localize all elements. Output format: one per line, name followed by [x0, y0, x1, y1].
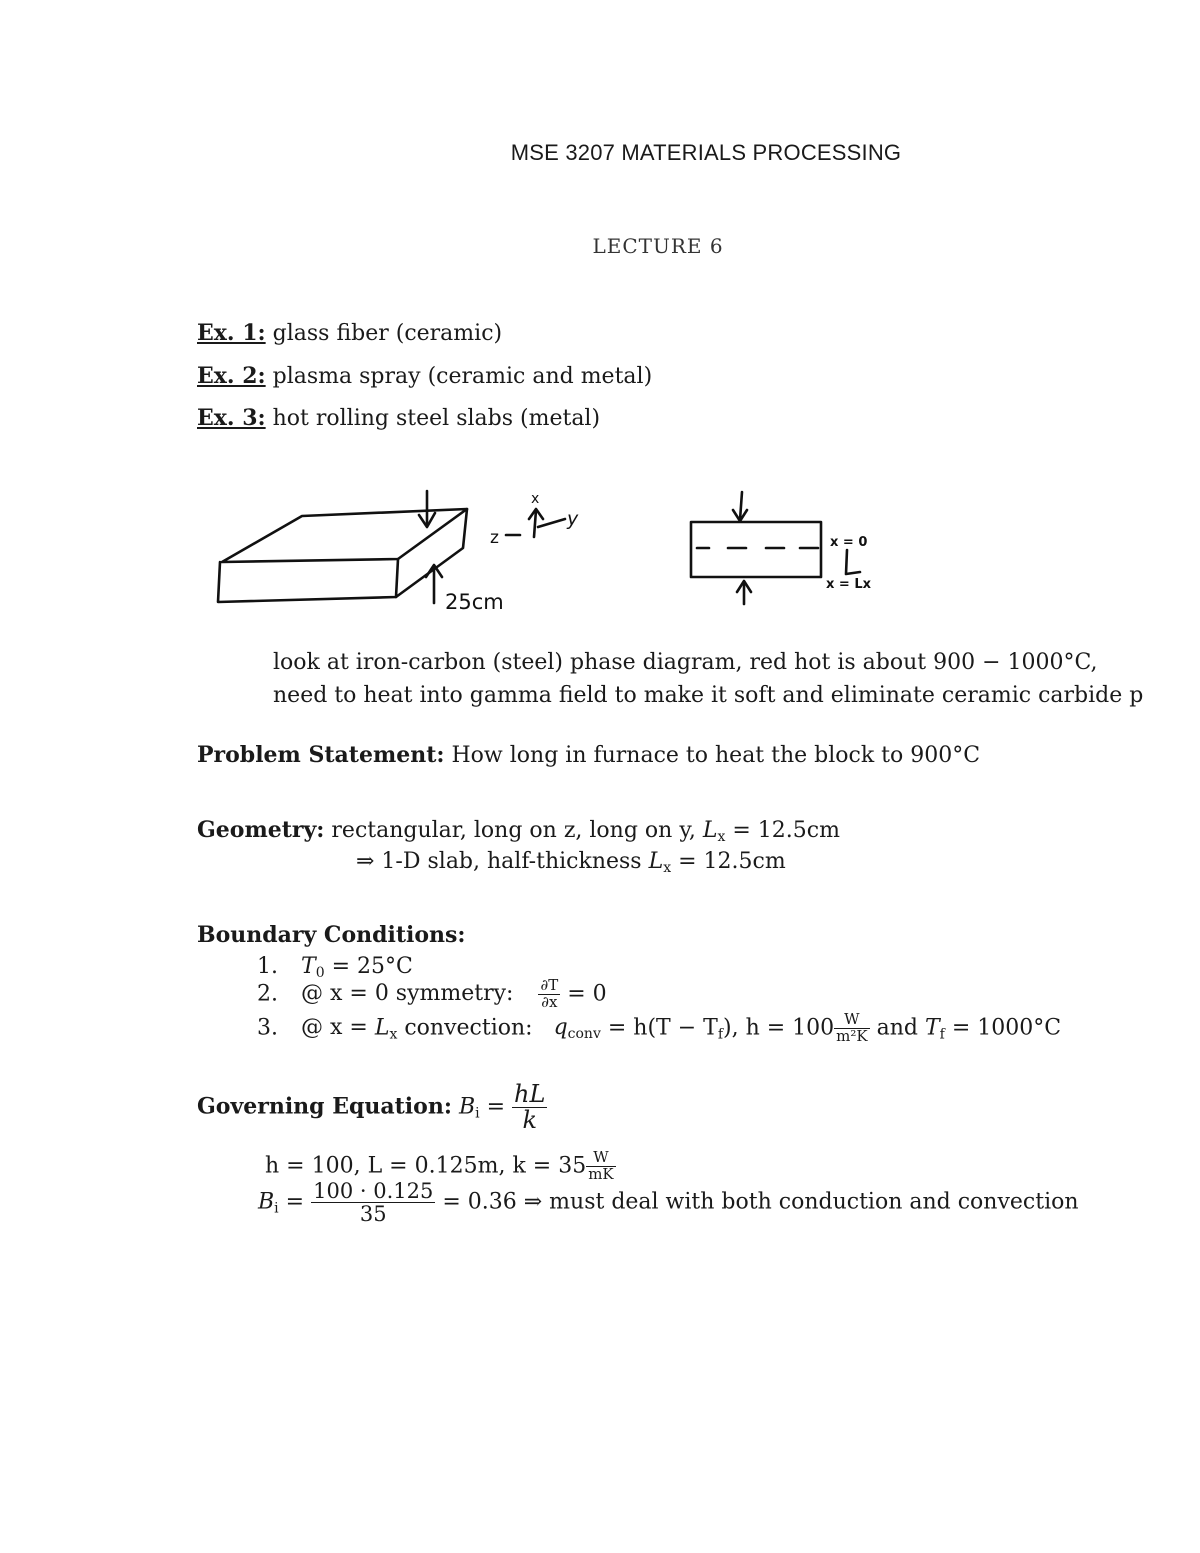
geometry-value: = 12.5cm — [732, 818, 840, 843]
section-top-arrow — [740, 492, 742, 520]
Tf-symbol: T — [924, 1015, 940, 1041]
fraction-numerator: hL — [514, 1080, 546, 1108]
h-unit-fraction — [834, 1012, 869, 1045]
geometry-L-2: L — [648, 849, 664, 874]
example-text: plasma spray (ceramic and metal) — [272, 364, 653, 389]
geometry-L-sub: x — [717, 829, 726, 845]
geometry-text: rectangular, long on z, long on y, — [331, 818, 696, 843]
problem-statement — [197, 742, 980, 768]
item-number: 1. — [257, 954, 278, 979]
axis-x-arrow — [534, 510, 536, 537]
lecture-number: LECTURE 6 — [592, 234, 724, 258]
boundary-item-2 — [257, 978, 607, 1011]
example-2 — [197, 363, 652, 389]
fraction-numerator: ∂T — [540, 976, 559, 994]
note-line-1: look at iron-carbon (steel) phase diagram, red hot is about 900 − 1000°C, — [273, 650, 1098, 675]
problem-text: How long in furnace to heat the block to 900°C — [451, 743, 981, 768]
governing-params — [265, 1150, 616, 1183]
biot-result: = 0.36 ⇒ must deal with both conduction and convection — [442, 1189, 1079, 1215]
geometry-line-1 — [197, 817, 840, 845]
axis-x-label: x — [531, 491, 540, 507]
axis-z-label: z — [490, 528, 499, 548]
unit-denominator: m²K — [836, 1026, 868, 1045]
param-L: L = 0.125m, — [367, 1153, 506, 1179]
Bi-sub: i — [475, 1105, 480, 1122]
geometry-L: L — [702, 818, 718, 843]
fraction-denominator: k — [522, 1106, 537, 1135]
k-unit-fraction — [586, 1150, 615, 1183]
example-label: Ex. 2: — [197, 363, 266, 389]
convection-equation-2: ), h = 100 — [723, 1015, 835, 1041]
geometry-text-2: ⇒ 1-D slab, half-thickness — [356, 849, 642, 874]
geometry-line-2 — [356, 849, 786, 876]
param-h: h = 100, — [265, 1153, 361, 1179]
section-top-label: x = 0 — [830, 535, 868, 550]
Tf-sub-1: f — [717, 1026, 723, 1043]
example-label: Ex. 1: — [197, 320, 266, 346]
section-bottom-label: x = Lx — [826, 577, 871, 592]
example-text: glass fiber (ceramic) — [272, 321, 503, 346]
unit-numerator: W — [834, 1012, 869, 1029]
slab-cross-section-sketch — [680, 488, 920, 618]
boundary-label: Boundary Conditions: — [197, 922, 466, 948]
Tf-sub-2: f — [939, 1026, 945, 1043]
dTdx-fraction — [538, 978, 560, 1011]
boundary-item-3 — [257, 1012, 1061, 1045]
Bi-symbol: B — [458, 1094, 476, 1120]
Bi-sub: i — [274, 1200, 279, 1217]
param-k: k = 35 — [512, 1153, 587, 1179]
course-title: MSE 3207 MATERIALS PROCESSING — [510, 140, 902, 165]
governing-label: Governing Equation: — [197, 1093, 452, 1120]
Tf-value: = 1000°C — [951, 1015, 1062, 1041]
problem-label: Problem Statement: — [197, 742, 445, 768]
T0-symbol: T — [301, 954, 316, 979]
boundary-heading — [197, 922, 466, 948]
unit-numerator: W — [586, 1150, 615, 1167]
slab-top-face — [222, 509, 467, 562]
slab-3d-sketch — [205, 485, 625, 625]
hL-over-k-fraction — [512, 1082, 547, 1133]
T0-value: = 25°C — [331, 954, 413, 979]
convection-at: @ x = — [301, 1015, 375, 1041]
slab-front-face — [218, 559, 398, 602]
slab-thickness-label: 25cm — [445, 590, 504, 614]
Lx-sub: x — [389, 1026, 398, 1043]
geometry-L-sub-2: x — [663, 860, 672, 876]
Bi-symbol: B — [258, 1189, 275, 1215]
convection-equation: = h(T − T — [607, 1015, 718, 1041]
note-line-2: need to heat into gamma field to make it soft and eliminate ceramic carbide p — [273, 683, 1144, 708]
fraction-denominator: 35 — [359, 1202, 387, 1227]
geometry-value-2: = 12.5cm — [678, 849, 786, 874]
boundary-item-1 — [257, 954, 413, 981]
q-symbol: q — [553, 1015, 568, 1041]
axis-y-arrow — [538, 519, 565, 527]
symmetry-value: = 0 — [567, 981, 607, 1007]
q-sub: conv — [567, 1026, 601, 1043]
and-text: and — [876, 1015, 918, 1041]
section-down-arrow — [846, 550, 860, 574]
convection-text: convection: — [404, 1015, 533, 1041]
section-rect — [691, 522, 821, 577]
item-number: 3. — [257, 1015, 278, 1041]
fraction-numerator: 100 · 0.125 — [313, 1179, 434, 1203]
example-label: Ex. 3: — [197, 405, 266, 431]
symmetry-text: @ x = 0 symmetry: — [301, 981, 514, 1007]
example-1 — [197, 320, 502, 346]
Bi-equals: = — [486, 1094, 506, 1120]
governing-equation — [197, 1082, 547, 1133]
biot-calculation — [258, 1180, 1079, 1225]
calc-equals: = — [285, 1189, 305, 1215]
item-number: 2. — [257, 981, 278, 1007]
axis-y-label: y — [567, 508, 579, 530]
example-text: hot rolling steel slabs (metal) — [272, 406, 601, 431]
T0-sub: 0 — [315, 965, 325, 981]
Lx-symbol: L — [374, 1015, 390, 1041]
geometry-label: Geometry: — [197, 817, 325, 843]
biot-fraction — [311, 1180, 435, 1225]
fraction-denominator: ∂x — [541, 992, 558, 1011]
unit-denominator: mK — [588, 1164, 614, 1183]
example-3 — [197, 405, 600, 431]
